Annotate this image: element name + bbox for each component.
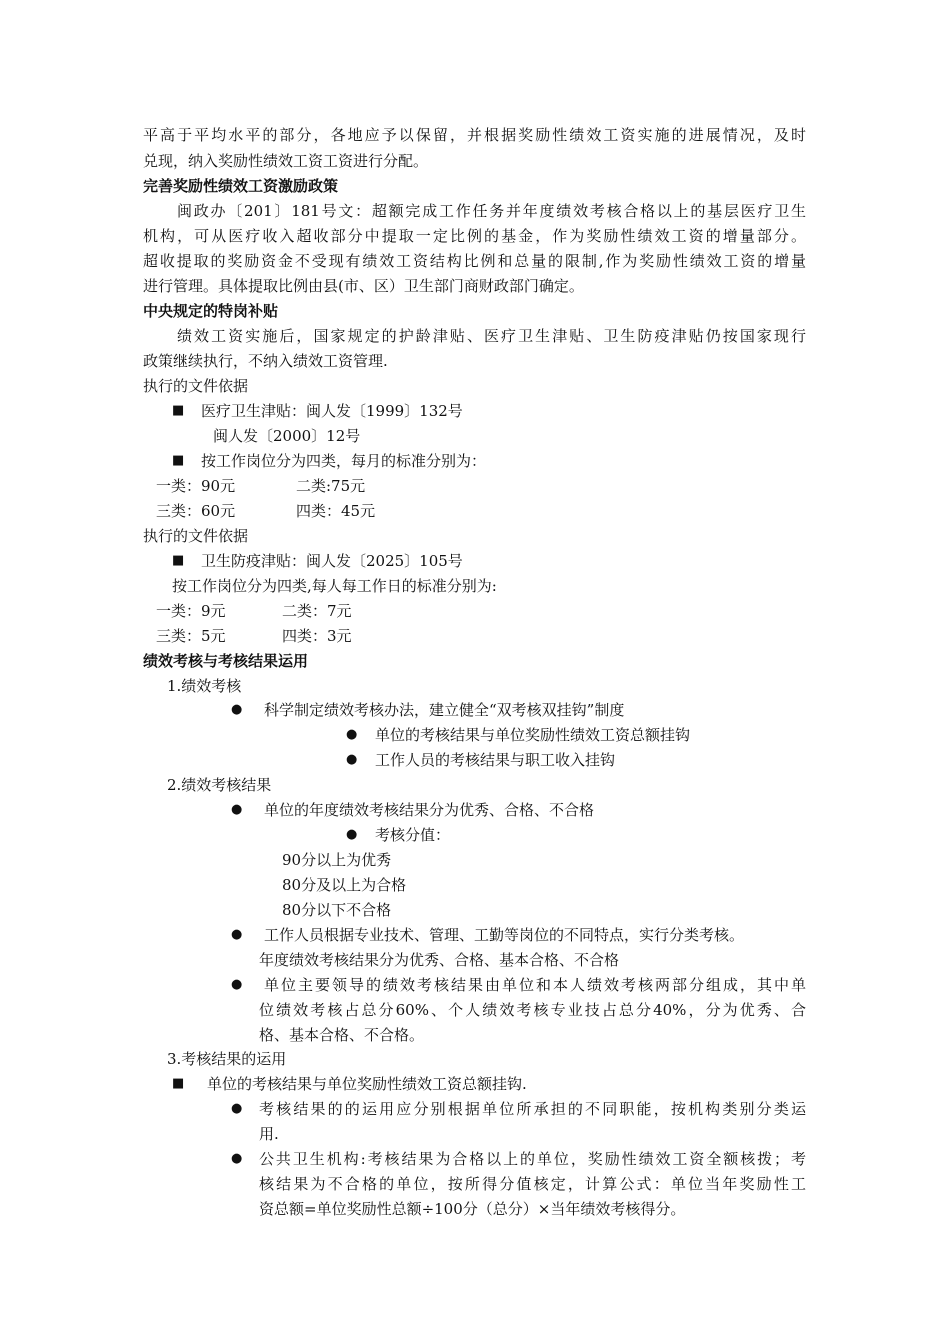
bullet-icon: ●	[231, 1101, 243, 1116]
rate-item: 四类：3元	[282, 627, 352, 645]
subsection-heading: 2.绩效考核结果	[167, 776, 272, 794]
subsection-heading: 1.绩效考核	[167, 677, 242, 695]
square-bullet-icon: ■	[172, 403, 185, 418]
square-bullet-icon: ■	[172, 1076, 185, 1091]
bullet-icon: ●	[346, 827, 358, 842]
list-item-continuation: 位绩效考核占总分60%、个人绩效考核专业技占总分40%，分为优秀、合	[259, 1001, 806, 1019]
bullet-icon: ●	[231, 927, 243, 942]
rate-item: 二类：7元	[282, 602, 352, 620]
paragraph-line: 兑现，纳入奖励性绩效工资工资进行分配。	[143, 152, 429, 170]
list-item-continuation: 闽人发〔2000〕12号	[213, 427, 361, 445]
paragraph-line: 平高于平均水平的部分，各地应予以保留，并根据奖励性绩效工资实施的进展情况，及时	[143, 126, 806, 144]
list-item: 公共卫生机构:考核结果为合格以上的单位，奖励性绩效工资全额核拨；考	[259, 1150, 806, 1168]
rate-item: 二类:75元	[296, 477, 366, 495]
list-item: 医疗卫生津贴：闽人发〔1999〕132号	[201, 402, 463, 420]
bullet-icon: ●	[346, 752, 358, 767]
rate-item: 四类：45元	[296, 502, 376, 520]
paragraph-line: 按工作岗位分为四类,每人每工作日的标准分别为:	[172, 577, 497, 595]
score-line: 80分及以上为合格	[282, 876, 407, 894]
score-line: 90分以上为优秀	[282, 851, 392, 869]
list-item: 科学制定绩效考核办法，建立健全“双考核双挂钩”制度	[264, 701, 625, 719]
list-item: 单位主要领导的绩效考核结果由单位和本人绩效考核两部分组成，其中单	[264, 976, 806, 994]
bullet-icon: ●	[231, 802, 243, 817]
bullet-icon: ●	[231, 702, 243, 717]
rate-item: 一类：9元	[156, 602, 226, 620]
list-item: 按工作岗位分为四类，每月的标准分别为：	[201, 452, 487, 470]
paragraph-line: 闽政办〔201〕181号文：超额完成工作任务并年度绩效考核合格以上的基层医疗卫生	[177, 202, 806, 220]
paragraph-line: 超收提取的奖励资金不受现有绩效工资结构比例和总量的限制,作为奖励性绩效工资的增量	[143, 252, 806, 270]
bullet-icon: ●	[231, 977, 243, 992]
list-item: 单位的考核结果与单位奖励性绩效工资总额挂钩.	[207, 1075, 527, 1093]
rate-item: 三类：60元	[156, 502, 236, 520]
bullet-icon: ●	[231, 1151, 243, 1166]
list-item-continuation: 格、基本合格、不合格。	[259, 1026, 425, 1044]
list-item: 卫生防疫津贴：闽人发〔2025〕105号	[201, 552, 463, 570]
list-item-continuation: 年度绩效考核结果分为优秀、合格、基本合格、不合格	[259, 951, 620, 969]
list-item-continuation: 资总额=单位奖励性总额÷100分（总分）×当年绩效考核得分。	[259, 1200, 686, 1218]
list-item: 单位的考核结果与单位奖励性绩效工资总额挂钩	[375, 726, 691, 744]
score-line: 80分以下不合格	[282, 901, 392, 919]
paragraph-line: 执行的文件依据	[143, 527, 249, 545]
rate-item: 一类：90元	[156, 477, 236, 495]
list-item: 工作人员根据专业技术、管理、工勤等岗位的不同特点，实行分类考核。	[264, 926, 745, 944]
paragraph-line: 机构，可从医疗收入超收部分中提取一定比例的基金，作为奖励性绩效工资的增量部分。	[143, 227, 806, 245]
list-item: 考核分值：	[375, 826, 451, 844]
list-item: 单位的年度绩效考核结果分为优秀、合格、不合格	[264, 801, 595, 819]
section-heading: 完善奖励性绩效工资激励政策	[143, 177, 339, 195]
bullet-icon: ●	[346, 727, 358, 742]
list-item-continuation: 核结果为不合格的单位，按所得分值核定，计算公式：单位当年奖励性工	[259, 1175, 806, 1193]
list-item-continuation: 用.	[259, 1125, 279, 1143]
section-heading: 中央规定的特岗补贴	[143, 302, 279, 320]
list-item: 考核结果的的运用应分别根据单位所承担的不同职能，按机构类别分类运	[259, 1100, 806, 1118]
section-heading: 绩效考核与考核结果运用	[143, 652, 309, 670]
square-bullet-icon: ■	[172, 453, 185, 468]
paragraph-line: 政策继续执行，不纳入绩效工资管理.	[143, 352, 388, 370]
paragraph-line: 绩效工资实施后，国家规定的护龄津贴、医疗卫生津贴、卫生防疫津贴仍按国家现行	[177, 327, 806, 345]
square-bullet-icon: ■	[172, 553, 185, 568]
subsection-heading: 3.考核结果的运用	[167, 1050, 287, 1068]
list-item: 工作人员的考核结果与职工收入挂钩	[375, 751, 616, 769]
rate-item: 三类：5元	[156, 627, 226, 645]
paragraph-line: 执行的文件依据	[143, 377, 249, 395]
paragraph-line: 进行管理。具体提取比例由县(市、区）卫生部门商财政部门确定。	[143, 277, 584, 295]
